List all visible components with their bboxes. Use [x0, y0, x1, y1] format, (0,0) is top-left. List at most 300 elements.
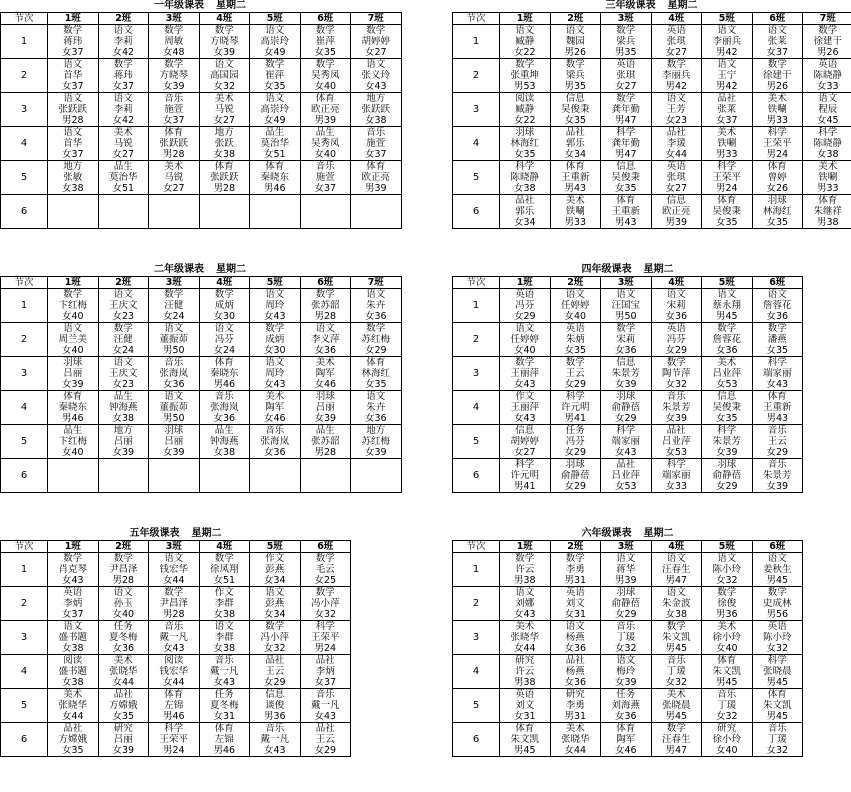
subject-cell: 语文 — [752, 25, 803, 37]
period-number: 4 — [1, 127, 48, 161]
teacher-cell: 谈俊 — [250, 700, 301, 711]
student-count-cell: 男35 — [550, 81, 601, 93]
student-count-cell: 女35 — [48, 745, 99, 757]
student-count-cell: 男24 — [752, 149, 803, 161]
student-count-cell: 男36 — [702, 609, 753, 621]
teacher-cell: 马锐 — [149, 172, 200, 183]
class-header: 2班 — [98, 277, 149, 289]
teacher-cell: 吕丽 — [48, 368, 99, 379]
student-count-cell: 男47 — [601, 149, 652, 161]
grade-title: 一年级课表 — [154, 0, 204, 11]
subject-cell: 体育 — [149, 127, 200, 139]
teacher-cell: 林海红 — [351, 368, 402, 379]
teacher-cell: 朱景芳 — [601, 368, 652, 379]
subject-cell: 英语 — [550, 323, 601, 335]
subject-cell: 羽球 — [702, 459, 753, 471]
subject-cell: 语文 — [651, 93, 702, 105]
table-row — [1, 723, 351, 735]
student-count-cell: 女44 — [149, 677, 200, 689]
teacher-cell: 苏红梅 — [351, 436, 402, 447]
student-count-cell: 女40 — [48, 447, 99, 459]
student-count-cell: 女31 — [550, 609, 601, 621]
student-count-cell: 女39 — [149, 81, 200, 93]
header-row — [453, 541, 803, 553]
subject-cell: 数学 — [250, 59, 301, 71]
period-number: 4 — [453, 655, 500, 689]
teacher-cell: 秦晓东 — [48, 402, 99, 413]
period-number: 2 — [1, 587, 48, 621]
student-count-cell: 女30 — [199, 311, 250, 323]
teacher-cell: 铁唰 — [803, 172, 851, 183]
table-row — [453, 632, 803, 643]
subject-cell: 语文 — [98, 357, 149, 369]
student-count-cell: 女26 — [752, 183, 803, 195]
subject-cell: 数学 — [48, 289, 99, 301]
subject-cell: 美术 — [98, 655, 149, 667]
timetable-title — [452, 264, 803, 276]
subject-cell: 语文 — [250, 25, 301, 37]
class-header: 1班 — [48, 541, 99, 553]
period-header: 节次 — [1, 277, 48, 289]
teacher-cell: 王丽萍 — [500, 402, 551, 413]
period-number: 6 — [1, 459, 48, 493]
student-count-cell: 男45 — [651, 643, 702, 655]
period-number: 5 — [1, 161, 48, 195]
teacher-cell: 秦晓东 — [250, 172, 301, 183]
teacher-cell: 王荣平 — [300, 632, 351, 643]
table-row — [453, 621, 803, 633]
table-row — [1, 149, 402, 161]
student-count-cell: 女42 — [98, 115, 149, 127]
period-number: 5 — [453, 425, 500, 459]
subject-cell: 体育 — [803, 195, 851, 207]
student-count-cell: 女29 — [550, 379, 601, 391]
teacher-cell: 朱景芳 — [651, 402, 702, 413]
class-header: 4班 — [199, 541, 250, 553]
teacher-cell: 张苏韶 — [300, 300, 351, 311]
schedule-table — [452, 276, 803, 493]
table-row — [453, 183, 851, 195]
table-row — [1, 81, 402, 93]
period-number: 6 — [453, 459, 500, 493]
student-count-cell: 女53 — [702, 379, 753, 391]
period-number: 3 — [453, 93, 500, 127]
teacher-cell: 陈小玲 — [752, 632, 803, 643]
student-count-cell: 男41 — [500, 481, 551, 493]
table-row — [1, 587, 351, 599]
subject-cell: 美术 — [48, 689, 99, 701]
teacher-cell: 徐俊 — [702, 598, 753, 609]
subject-cell: 音乐 — [651, 391, 702, 403]
teacher-cell: 吕业萍 — [651, 436, 702, 447]
teacher-cell: 施萱 — [351, 138, 402, 149]
period-header: 节次 — [453, 13, 500, 25]
student-count-cell: 女43 — [149, 643, 200, 655]
table-row — [453, 289, 803, 301]
table-row — [453, 655, 803, 667]
teacher-cell: 汪健 — [149, 300, 200, 311]
student-count-cell: 女36 — [149, 379, 200, 391]
subject-cell: 体育 — [752, 161, 803, 173]
subject-cell: 音乐 — [752, 425, 803, 437]
table-row — [1, 745, 351, 757]
teacher-cell — [48, 470, 99, 481]
student-count-cell: 男33 — [550, 217, 601, 229]
subject-cell — [149, 195, 200, 207]
table-row — [1, 677, 351, 689]
table-row — [1, 564, 351, 575]
student-count-cell: 女37 — [702, 115, 753, 127]
subject-cell: 体育 — [752, 689, 803, 701]
subject-cell: 数学 — [149, 59, 200, 71]
student-count-cell: 女36 — [550, 643, 601, 655]
subject-cell: 英语 — [651, 25, 702, 37]
teacher-cell: 朱文凯 — [752, 700, 803, 711]
student-count-cell: 女53 — [601, 481, 652, 493]
teacher-cell: 张海岚 — [250, 436, 301, 447]
subject-cell: 语文 — [199, 59, 250, 71]
table-row — [453, 323, 803, 335]
teacher-cell: 铁唰 — [702, 138, 753, 149]
student-count-cell: 男50 — [149, 345, 200, 357]
class-header: 7班 — [351, 13, 402, 25]
subject-cell — [98, 195, 149, 207]
teacher-cell: 高崇玲 — [250, 104, 301, 115]
teacher-cell: 徐建干 — [803, 36, 851, 47]
teacher-cell: 许云 — [500, 564, 551, 575]
student-count-cell: 女32 — [651, 677, 702, 689]
teacher-cell: 张晓华 — [48, 700, 99, 711]
teacher-cell: 彭燕 — [250, 598, 301, 609]
student-count-cell: 女29 — [351, 345, 402, 357]
table-row — [453, 700, 803, 711]
teacher-cell: 首华 — [48, 70, 99, 81]
subject-cell: 语文 — [199, 323, 250, 335]
subject-cell: 科学 — [500, 459, 551, 471]
teacher-cell: 李群 — [199, 598, 250, 609]
subject-cell: 英语 — [48, 587, 99, 599]
student-count-cell — [351, 217, 402, 229]
subject-cell: 数学 — [500, 553, 551, 565]
student-count-cell: 女38 — [500, 183, 551, 195]
student-count-cell: 男45 — [500, 745, 551, 757]
subject-cell: 数学 — [300, 553, 351, 565]
student-count-cell: 男46 — [48, 413, 99, 425]
student-count-cell: 男26 — [803, 47, 851, 59]
teacher-cell: 尹昌泽 — [98, 564, 149, 575]
subject-cell: 品生 — [300, 425, 351, 437]
table-row — [1, 391, 402, 403]
class-header: 4班 — [651, 277, 702, 289]
teacher-cell: 许云 — [500, 666, 551, 677]
student-count-cell: 女34 — [550, 149, 601, 161]
student-count-cell: 女30 — [250, 345, 301, 357]
subject-cell: 地方 — [98, 425, 149, 437]
subject-cell: 地方 — [199, 127, 250, 139]
subject-cell: 美术 — [300, 357, 351, 369]
teacher-cell: 方晓琴 — [149, 70, 200, 81]
student-count-cell: 女38 — [98, 413, 149, 425]
subject-cell: 品社 — [250, 655, 301, 667]
student-count-cell: 女32 — [601, 643, 652, 655]
teacher-cell: 马锐 — [98, 138, 149, 149]
teacher-cell: 朱继祥 — [803, 206, 851, 217]
teacher-cell: 钱宏华 — [149, 666, 200, 677]
table-row — [1, 368, 402, 379]
teacher-cell: 左锦 — [199, 734, 250, 745]
student-count-cell — [48, 481, 99, 493]
student-count-cell: 女27 — [651, 47, 702, 59]
teacher-cell: 王芳 — [651, 104, 702, 115]
table-row — [1, 161, 402, 173]
subject-cell: 语文 — [702, 553, 753, 565]
table-row — [1, 127, 402, 139]
student-count-cell: 男28 — [149, 149, 200, 161]
table-row — [1, 598, 351, 609]
student-count-cell: 男38 — [803, 217, 851, 229]
subject-cell: 音乐 — [300, 161, 351, 173]
teacher-cell: 张海岚 — [199, 402, 250, 413]
teacher-cell: 陶节萍 — [651, 368, 702, 379]
student-count-cell: 女53 — [651, 447, 702, 459]
subject-cell: 语文 — [250, 93, 301, 105]
table-row — [1, 436, 402, 447]
student-count-cell: 女51 — [199, 575, 250, 587]
subject-cell: 数学 — [149, 587, 200, 599]
subject-cell: 信息 — [702, 391, 753, 403]
student-count-cell: 女39 — [199, 47, 250, 59]
table-row — [1, 217, 402, 229]
subject-cell: 任务 — [199, 689, 250, 701]
student-count-cell: 男46 — [199, 379, 250, 391]
teacher-cell: 张晓晨 — [651, 700, 702, 711]
subject-cell: 任务 — [98, 621, 149, 633]
subject-cell: 品社 — [651, 425, 702, 437]
teacher-cell: 张琪 — [651, 36, 702, 47]
subject-cell: 品生 — [300, 127, 351, 139]
student-count-cell: 女39 — [651, 413, 702, 425]
teacher-cell: 李丽兵 — [702, 36, 753, 47]
teacher-cell: 吕业萍 — [702, 368, 753, 379]
subject-cell: 羽球 — [500, 127, 551, 139]
student-count-cell: 女45 — [803, 115, 851, 127]
teacher-cell: 崔萍 — [250, 70, 301, 81]
teacher-cell: 周玲 — [250, 300, 301, 311]
subject-cell: 羽球 — [48, 357, 99, 369]
teacher-cell — [250, 470, 301, 481]
subject-cell: 音乐 — [250, 425, 301, 437]
student-count-cell: 女46 — [250, 413, 301, 425]
teacher-cell: 任婷婷 — [500, 334, 551, 345]
student-count-cell: 女43 — [500, 413, 551, 425]
student-count-cell: 女24 — [149, 311, 200, 323]
student-count-cell: 女51 — [250, 149, 301, 161]
student-count-cell: 女37 — [752, 47, 803, 59]
teacher-cell: 吕丽 — [300, 402, 351, 413]
student-count-cell: 女38 — [48, 643, 99, 655]
period-header: 节次 — [1, 13, 48, 25]
teacher-cell — [250, 206, 301, 217]
table-row — [1, 25, 402, 37]
subject-cell: 语文 — [500, 587, 551, 599]
student-count-cell: 女44 — [48, 711, 99, 723]
table-row — [453, 93, 851, 105]
teacher-cell: 欧正亮 — [351, 172, 402, 183]
subject-cell: 语文 — [300, 323, 351, 335]
period-header: 节次 — [1, 541, 48, 553]
teacher-cell: 魏园 — [550, 36, 601, 47]
student-count-cell: 男42 — [702, 47, 753, 59]
subject-cell: 语文 — [250, 587, 301, 599]
period-number: 1 — [453, 289, 500, 323]
table-row — [1, 104, 402, 115]
student-count-cell: 男47 — [601, 115, 652, 127]
student-count-cell: 男50 — [601, 311, 652, 323]
teacher-cell: 吴俊秉 — [601, 172, 652, 183]
student-count-cell: 女38 — [48, 677, 99, 689]
teacher-cell: 莫治华 — [98, 172, 149, 183]
teacher-cell: 丁瑗 — [752, 734, 803, 745]
period-number: 5 — [453, 689, 500, 723]
table-row — [1, 425, 402, 437]
teacher-cell: 王庆文 — [98, 300, 149, 311]
teacher-cell: 俞静蓓 — [702, 470, 753, 481]
subject-cell: 美术 — [702, 621, 753, 633]
teacher-cell: 张晓华 — [550, 734, 601, 745]
subject-cell — [300, 459, 351, 471]
student-count-cell: 女35 — [702, 217, 753, 229]
teacher-cell: 张跃跃 — [351, 104, 402, 115]
student-count-cell: 女43 — [250, 745, 301, 757]
table-row — [1, 115, 402, 127]
student-count-cell: 女29 — [601, 609, 652, 621]
subject-cell: 英语 — [651, 323, 702, 335]
subject-cell: 品社 — [550, 127, 601, 139]
teacher-cell: 陈小玲 — [702, 564, 753, 575]
subject-cell: 数学 — [48, 25, 99, 37]
student-count-cell: 女35 — [752, 217, 803, 229]
student-count-cell: 女36 — [601, 711, 652, 723]
teacher-cell: 张跃跃 — [199, 172, 250, 183]
subject-cell: 品生 — [199, 425, 250, 437]
table-row — [453, 553, 803, 565]
subject-cell: 数学 — [651, 621, 702, 633]
subject-cell: 语文 — [702, 59, 753, 71]
teacher-cell: 李丽兵 — [651, 70, 702, 81]
subject-cell: 语文 — [199, 621, 250, 633]
student-count-cell: 女35 — [250, 81, 301, 93]
student-count-cell — [250, 481, 301, 493]
period-header: 节次 — [453, 541, 500, 553]
subject-cell: 羽球 — [601, 391, 652, 403]
teacher-cell: 王荣平 — [702, 172, 753, 183]
subject-cell: 数学 — [702, 323, 753, 335]
student-count-cell: 女25 — [300, 575, 351, 587]
teacher-cell: 毛云 — [300, 564, 351, 575]
subject-cell: 作文 — [500, 391, 551, 403]
subject-cell: 数学 — [601, 93, 652, 105]
subject-cell: 品社 — [300, 723, 351, 735]
teacher-cell: 朱景芳 — [752, 470, 803, 481]
table-row — [453, 195, 851, 207]
student-count-cell: 男47 — [651, 575, 702, 587]
teacher-cell: 吕丽 — [149, 436, 200, 447]
student-count-cell: 女51 — [98, 183, 149, 195]
table-row — [1, 183, 402, 195]
subject-cell — [149, 459, 200, 471]
subject-cell: 数学 — [550, 357, 601, 369]
table-row — [453, 357, 803, 369]
student-count-cell: 女38 — [199, 643, 250, 655]
subject-cell: 体育 — [250, 161, 301, 173]
table-row — [453, 677, 803, 689]
period-number: 3 — [453, 621, 500, 655]
class-header: 3班 — [149, 541, 200, 553]
teacher-cell: 蔡永翔 — [702, 300, 753, 311]
teacher-cell: 李义萍 — [300, 334, 351, 345]
teacher-cell: 王荣平 — [149, 734, 200, 745]
table-row — [453, 149, 851, 161]
student-count-cell: 男39 — [300, 115, 351, 127]
student-count-cell: 男42 — [702, 81, 753, 93]
subject-cell — [300, 195, 351, 207]
class-header: 3班 — [601, 13, 652, 25]
teacher-cell: 杨燕 — [550, 666, 601, 677]
subject-cell: 语文 — [351, 289, 402, 301]
subject-cell: 数学 — [651, 357, 702, 369]
subject-cell: 语文 — [351, 59, 402, 71]
header-row — [453, 277, 803, 289]
subject-cell: 地方 — [351, 425, 402, 437]
table-row — [1, 553, 351, 565]
table-row — [453, 379, 803, 391]
table-row — [453, 25, 851, 37]
student-count-cell: 女23 — [98, 311, 149, 323]
subject-cell: 信息 — [250, 689, 301, 701]
student-count-cell: 女43 — [199, 677, 250, 689]
subject-cell: 数学 — [351, 25, 402, 37]
class-header: 2班 — [550, 13, 601, 25]
subject-cell: 美术 — [803, 161, 851, 173]
subject-cell: 音乐 — [351, 127, 402, 139]
table-row — [1, 700, 351, 711]
teacher-cell: 朱炳 — [550, 334, 601, 345]
student-count-cell: 女40 — [48, 345, 99, 357]
subject-cell: 品生 — [98, 161, 149, 173]
table-row — [453, 436, 803, 447]
teacher-cell: 王荣平 — [752, 138, 803, 149]
teacher-cell: 龚年勤 — [601, 138, 652, 149]
student-count-cell: 女43 — [351, 81, 402, 93]
subject-cell: 品社 — [601, 459, 652, 471]
student-count-cell: 女37 — [98, 81, 149, 93]
table-row — [453, 300, 803, 311]
subject-cell: 语文 — [98, 25, 149, 37]
teacher-cell: 吴俊秉 — [550, 104, 601, 115]
class-header: 5班 — [702, 13, 753, 25]
subject-cell: 信息 — [601, 161, 652, 173]
subject-cell: 任务 — [601, 689, 652, 701]
student-count-cell: 男41 — [550, 413, 601, 425]
student-count-cell: 男26 — [752, 81, 803, 93]
table-row — [453, 470, 803, 481]
subject-cell — [250, 459, 301, 471]
subject-cell — [98, 459, 149, 471]
teacher-cell: 俞静蓓 — [601, 402, 652, 413]
student-count-cell: 男43 — [550, 183, 601, 195]
table-row — [1, 345, 402, 357]
student-count-cell: 男38 — [500, 575, 551, 587]
